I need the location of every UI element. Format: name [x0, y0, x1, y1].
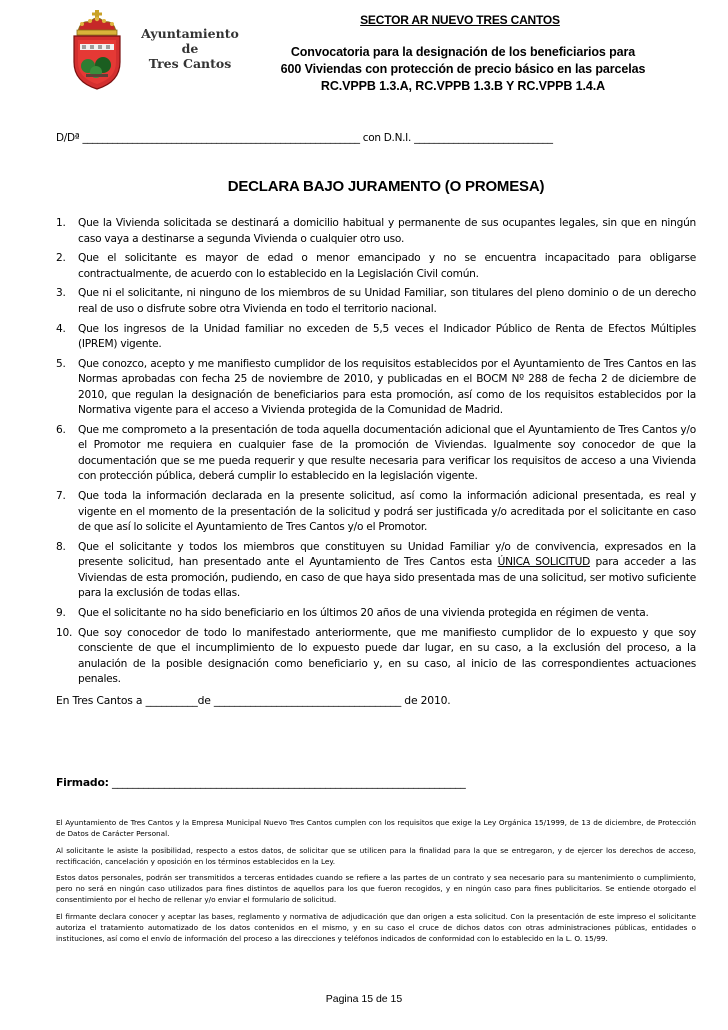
page-number: Pagina 15 de 15	[325, 993, 403, 1005]
item-number: 8.	[56, 540, 66, 553]
applicant-label: D/Dª	[56, 132, 80, 144]
applicant-name-field[interactable]: ________________________________________________________	[82, 132, 360, 144]
convocatoria-line: RC.VPPB 1.3.A, RC.VPPB 1.3.B Y RC.VPPB 1.4.A	[320, 79, 606, 93]
coat-of-arms-icon	[66, 10, 128, 90]
day-field[interactable]: __________	[145, 694, 198, 707]
legal-paragraph: Al solicitante le asiste la posibilidad, respecto a estos datos, de solicitar que se utilicen para la finalidad para la que se entregaron, y de ejercer los derechos de acceso, rectificación, cancelación y oposición en los términos establecidos en la Ley.	[56, 845, 696, 866]
list-item	[56, 286, 696, 317]
applicant-line	[56, 132, 716, 144]
list-item	[56, 423, 696, 485]
legal-paragraph: Estos datos personales, podrán ser transmitidos a terceras entidades cuando se refiere a las partes de un contrato y sea necesario para su mantenimiento o cumplimiento, pero no será en ningún caso utilizados para fines distintos de aquellos para los que fueron recogidos, y en ningún caso para fines publicitarios. Se entiende otorgado el consentimiento por el hecho de rellenar y/o enviar el formulario de solicitud.	[56, 873, 696, 904]
signature-field[interactable]: ____________________________________________________________________	[112, 776, 466, 789]
item-number: 5.	[56, 357, 66, 370]
item-text: Que el solicitante es mayor de edad o menor emancipado y no se encuentra incapacitado para obligarse contractualmente, de acuerdo con lo establecido en la Legislación Civil común.	[78, 252, 696, 280]
item-number: 1.	[56, 217, 66, 229]
ayuntamiento-line: Ayuntamiento	[141, 26, 239, 41]
convocatoria-line: 600 Viviendas con protección de precio básico en las parcelas	[280, 62, 646, 76]
signature-label: Firmado:	[56, 776, 109, 789]
item-number: 10.	[56, 626, 73, 639]
sector-title: SECTOR AR NUEVO TRES CANTOS	[360, 13, 560, 27]
ayuntamiento-line: de	[181, 41, 199, 56]
legal-notice	[56, 817, 696, 949]
item-number: 4.	[56, 322, 66, 335]
item-text: Que me comprometo a la presentación de toda aquella documentación adicional que el Ayuntamiento de Tres Cantos y/o el Promotor me requiera en cualquier fase de la promoción de Viviendas. Igualmente soy conocedor de que la documentación que se me pueda requerir y que resulte necesaria para verificar los requisitos de acceso a una Vivienda con protección pública, deberá cumplir lo establecido en la legislación vigente.	[78, 423, 696, 483]
signature-line	[56, 776, 466, 789]
dni-field[interactable]: ____________________________	[414, 132, 553, 144]
declaration-title: DECLARA BAJO JURAMENTO (O PROMESA)	[227, 178, 545, 195]
list-item	[56, 540, 696, 602]
year-suffix: de 2010.	[404, 694, 451, 707]
list-item	[56, 626, 696, 688]
list-item	[56, 357, 696, 419]
list-item	[56, 251, 696, 282]
item-text: Que toda la información declarada en la presente solicitud, así como la información adicional presentada, es real y vigente en el momento de la presentación de la solicitud y podrá ser justificada y/o acreditada por el solicitante en caso de que así lo solicite el Ayuntamiento de Tres Cantos y/o el Promotor.	[78, 490, 696, 534]
ayuntamiento-line: Tres Cantos	[148, 56, 232, 71]
item-text: Que soy conocedor de todo lo manifestado anteriormente, que me manifiesto cumplidor de lo expuesto y que soy consciente de que el incumplimiento de lo expuesto puede dar lugar, en su caso, a la exclusión del proceso, a la anulación de la posible designación como beneficiario y, en su caso, al inicio de las correspondientes actuaciones penales.	[78, 626, 696, 686]
unica-solicitud-text: ÚNICA SOLICITUD	[497, 556, 590, 569]
ayuntamiento-name	[140, 26, 240, 71]
list-item	[56, 216, 696, 247]
list-item	[56, 606, 696, 622]
de-label: de	[197, 694, 211, 707]
dni-label: con D.N.I.	[362, 132, 412, 144]
convocatoria-title	[248, 44, 678, 95]
legal-paragraph: El Ayuntamiento de Tres Cantos y la Empresa Municipal Nuevo Tres Cantos cumplen con los requisitos que exige la Ley Orgánica 15/1999, de 13 de diciembre, de Protección de Datos de Carácter Personal.	[56, 818, 696, 838]
month-field[interactable]: ____________________________________	[213, 694, 402, 707]
declaration-list	[56, 216, 696, 692]
legal-paragraph: El firmante declara conocer y aceptar las bases, reglamento y normativa de adjudicación que dan origen a esta solicitud. Con la presentación de este impreso el solicitante autoriza el tratamiento automatizado de los datos contenidos en el mismo, y en su caso el cruce de dichos datos con otras administraciones públicas, entidades o instituciones, así como el envío de información del proceso a las direcciones y teléfonos indicados de conformidad con lo establecido en la L. O. 15/99.	[56, 911, 696, 943]
list-item	[56, 322, 696, 353]
item-text: Que ni el solicitante, ni ninguno de los miembros de su Unidad Familiar, son titulares del pleno dominio o de un derecho real de uso o disfrute sobre otra Vivienda en todo el territorio nacional.	[78, 287, 696, 315]
place-date-line	[56, 694, 451, 707]
item-text: para acceder a las Viviendas de esta promoción, pudiendo, en caso de que haya sido presentada mas de una solicitud, ser motivo suficiente para la exclusión de todas ellas.	[78, 556, 696, 600]
item-text: Que los ingresos de la Unidad familiar no exceden de 5,5 veces el Indicador Público de Renta de Efectos Múltiples (IPREM) vigente.	[78, 322, 696, 351]
item-text: Que la Vivienda solicitada se destinará a domicilio habitual y permanente de sus ocupantes legales, sin que en ningún caso vaya a destinarse a segunda Vivienda o cualquier otro uso.	[78, 217, 696, 245]
item-text: Que el solicitante no ha sido beneficiario en los últimos 20 años de una vivienda protegida en régimen de venta.	[78, 607, 649, 619]
list-item	[56, 489, 696, 536]
item-number: 7.	[56, 490, 66, 503]
item-number: 3.	[56, 287, 66, 300]
item-text: Que conozco, acepto y me manifiesto cumplidor de los requisitos establecidos por el Ayuntamiento de Tres Cantos en las Normas aprobadas con fecha 25 de noviembre de 2010, y publicadas en el BOCM Nº 288 de fecha 2 de diciembre de 2010, que regulan la designación de beneficiarios para esta promoción, así como de los requisitos establecidos por la Normativa vigente para el acceso a Vivienda protegida de la Comunidad de Madrid.	[78, 357, 696, 417]
place-prefix: En Tres Cantos a	[56, 694, 143, 707]
item-number: 2.	[56, 252, 66, 265]
item-text: Que el solicitante y todos los miembros que constituyen su Unidad Familiar y/o de convivencia, expresados en la presente solicitud, han presentado ante el Ayuntamiento de Tres Cantos esta	[78, 540, 696, 569]
item-number: 6.	[56, 423, 66, 436]
convocatoria-line: Convocatoria para la designación de los beneficiarios para	[290, 45, 636, 59]
item-number: 9.	[56, 607, 66, 619]
